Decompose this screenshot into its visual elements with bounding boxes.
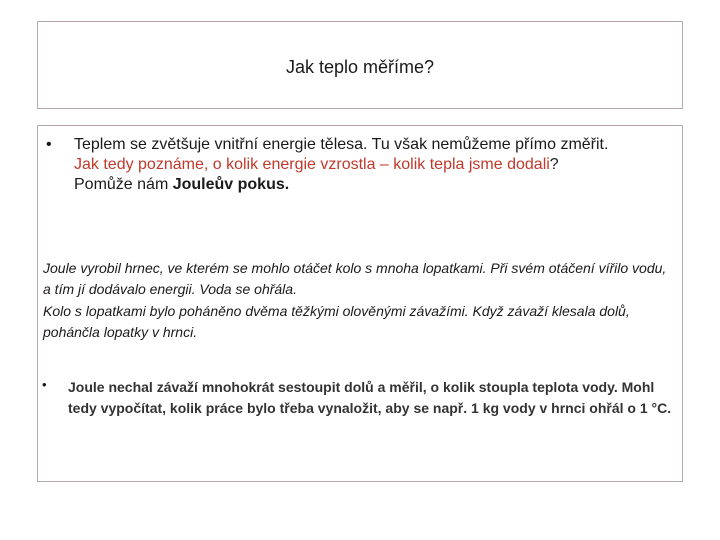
bullet-1-question-mark: ? [549,156,559,173]
bullet-2-text: Joule nechal závaží mnohokrát sestoupit dolů a měřil, o kolik stoupla teplota vody. Mohl tedy vypočítat, kolik práce bylo třeba vynaložit, aby se např. 1 kg vody v hrnci ohřál o 1 °C. [68,379,672,416]
bullet-marker: • [42,377,47,392]
content-box [37,125,683,482]
page-title: Jak teplo měříme? [285,57,435,77]
bullet-item-1 [46,135,676,195]
bullet-1-help-bold: Jouleův pokus. [172,176,290,193]
paragraph-joule-pot: Joule vyrobil hrnec, ve kterém se mohlo otáčet kolo s mnoha lopatkami. Při svém otáčení vířilo vodu, a tím jí dodávalo energii. Voda se ohřála. [43,260,667,297]
bullet-1-question: Jak tedy poznáme, o kolik energie vzrostla – kolik tepla jsme dodali [74,156,550,173]
bullet-1-help-prefix: Pomůže nám [74,176,173,193]
bullet-item-2 [42,377,672,419]
bullet-marker: • [46,136,52,153]
paragraph-weights: Kolo s lopatkami bylo poháněno dvěma těžkými olověnými závažími. Když závaží klesala dolů, pohánčla lopatky v hrnci. [43,303,630,340]
bullet-1-statement: Teplem se zvětšuje vnitřní energie tělesa. Tu však nemůžeme přímo změřit. [74,136,609,153]
bullet-1-text [74,135,608,195]
title-box [37,21,683,109]
